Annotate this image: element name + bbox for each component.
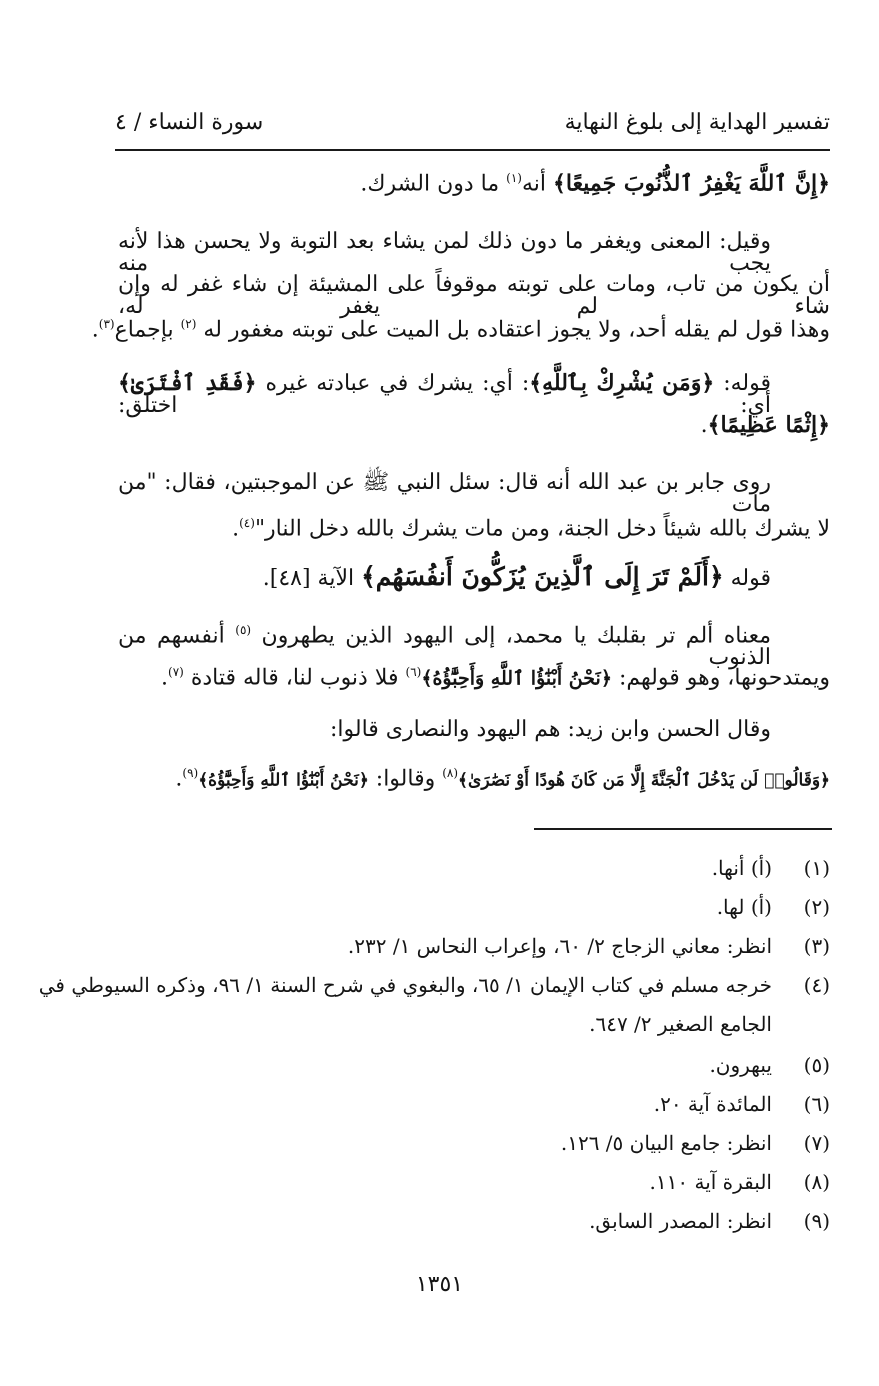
text-line-7 [118,472,771,516]
quran-quote: ﴿فَقَدِ ٱفْتَرَىٰ﴾ [118,370,257,396]
footnote-text: (أ) لها. [716,895,772,919]
footnote-ref: (٦) [405,665,422,679]
footnote-number: (٥) [803,1053,830,1077]
line-text: . [700,413,708,438]
footnote-4-continued: الجامع الصغير ٢/ ٦٤٧. [589,1012,772,1036]
footnote-7 [561,1131,830,1155]
footnote-number: (٢) [803,895,830,919]
text-line-6 [701,414,830,437]
footnote-text: انظر: معاني الزجاج ٢/ ٦٠، وإعراب النحاس ١/ ٢٣٢. [347,934,772,958]
text-line-5 [118,372,771,417]
text-line-9 [263,564,771,590]
footnote-text: البقرة آية ١١٠. [649,1170,772,1194]
footnote-number: (٨) [803,1170,830,1194]
line-text: أن يكون من تاب، ومات على توبته موقوفاً على المشيئة إن شاء غفر له وإن شاء لم يغفر له، [118,272,830,319]
line-text: . [91,317,99,343]
footnote-4 [39,973,830,997]
footnote-ref: (١) [506,171,522,185]
line-text: . [175,766,183,792]
quran-quote: ﴿نَحْنُ أَبْنَٰٓؤُا ٱللَّهِ وَأَحِبَّٰٓؤُهُ﴾ [421,667,612,690]
text-line-2 [118,231,771,275]
line-text: ويمتدحونها، وهو قولهم: [618,665,830,691]
footnote-ref: (٤) [239,516,255,530]
line-text: أي: اختلق: [118,393,771,418]
line-text: ما دون الشرك. [360,171,500,197]
line-text: روى جابر بن عبد الله أنه قال: سئل النبي ﷺ عن الموجبتين، فقال: "من مات [118,470,771,517]
footnote-9 [589,1209,830,1233]
footnote-number: (٣) [803,934,830,958]
footnote-text: المائدة آية ٢٠. [653,1092,772,1116]
footnote-number: (٤) [803,973,830,997]
line-text: لا يشرك بالله شيئاً دخل الجنة، ومن مات يشرك بالله دخل النار" [254,516,830,542]
line-text: أنفسهم من الذنوب [118,623,771,671]
line-text: بإجماع [114,317,174,343]
line-text: وقالوا: [375,766,436,792]
footnote-6 [654,1092,830,1116]
line-text: قوله: [723,371,771,396]
footnote-ref: (٥) [235,623,252,637]
footnote-ref: (٨) [442,766,459,780]
book-title: تفسير الهداية إلى بلوغ النهاية [564,110,830,135]
footnote-number: (٦) [803,1092,830,1116]
quran-quote: ﴿نَحْنُ أَبْنَٰٓؤُا ٱللَّهِ وَأَحِبَّٰٓؤُهُ﴾ [198,770,369,791]
footnote-ref: (٣) [98,317,115,331]
line-text: الآية [٤٨]. [262,566,355,591]
footnote-text: يبهرون. [709,1053,772,1077]
text-line-1 [360,172,830,195]
surah-label: سورة النساء / ٤ [115,110,264,135]
text-line-4 [92,318,830,341]
line-text: قوله [730,566,771,591]
footnote-number: (١) [803,856,830,880]
footnote-5 [709,1053,830,1077]
text-line-10 [118,624,771,669]
footnote-text: خرجه مسلم في كتاب الإيمان ١/ ٦٥، والبغوي في شرح السنة ١/ ٩٦، وذكره السيوطي في [38,973,772,997]
text-line-8 [232,517,830,540]
line-text: وهذا قول لم يقله أحد، ولا يجوز اعتقاده بل الميت على توبته مغفور له [203,317,830,343]
text-line-11 [161,666,830,689]
running-header [115,104,830,148]
footnote-number: (٧) [803,1131,830,1155]
quran-quote: ﴿وَقَالُوا۟ لَن يَدْخُلَ ٱلْجَنَّةَ إِلَّا مَن كَانَ هُودًا أَوْ نَصَٰرَىٰ﴾ [458,770,830,791]
quran-quote: ﴿إِنَّ ٱللَّهَ يَغْفِرُ ٱلذُّنُوبَ جَمِيعًا﴾ [553,170,830,197]
header-rule [115,149,830,151]
line-text: معناه ألم تر بقلبك يا محمد، إلى اليهود الذين يطهرون [261,623,771,649]
quran-quote: ﴿وَمَن يُشْرِكْ بِٱللَّهِ﴾ [529,370,715,396]
footnote-3 [348,934,830,958]
line-text: : أي: يشرك في عبادته غيره [265,371,530,396]
line-text: . [232,516,240,542]
line-text: فلا ذنوب لنا، قاله قتادة [190,665,399,691]
quran-quote: ﴿أَلَمْ تَرَ إِلَى ٱلَّذِينَ يُزَكُّونَ أَنفُسَهُم﴾ [361,562,724,591]
footnote-1 [712,856,830,880]
footnote-ref: (٢) [180,317,197,331]
line-text: . [161,665,168,691]
footnote-number: (٩) [803,1209,830,1233]
footnote-8 [650,1170,830,1194]
line-text: وقال الحسن وابن زيد: هم اليهود والنصارى قالوا: [330,717,771,742]
footnote-2 [717,895,830,919]
footnote-ref: (٧) [168,665,184,679]
footnote-text: انظر: جامع البيان ٥/ ١٢٦. [560,1131,772,1155]
page-number: ١٣٥١ [415,1272,464,1297]
text-line-13 [175,767,830,790]
footnote-separator [534,828,832,830]
text-line-12 [330,719,771,741]
quran-quote: ﴿إِثْمًا عَظِيمًا﴾ [707,412,830,438]
footnote-text: (أ) أنها. [711,856,772,880]
footnote-text: انظر: المصدر السابق. [589,1209,772,1233]
line-text: وقيل: المعنى ويغفر ما دون ذلك لمن يشاء بعد التوبة ولا يحسن هذا لأنه يجب منه [118,229,771,276]
footnote-ref: (٩) [182,766,199,780]
line-text: أنه [521,171,547,197]
text-line-3 [118,274,830,318]
